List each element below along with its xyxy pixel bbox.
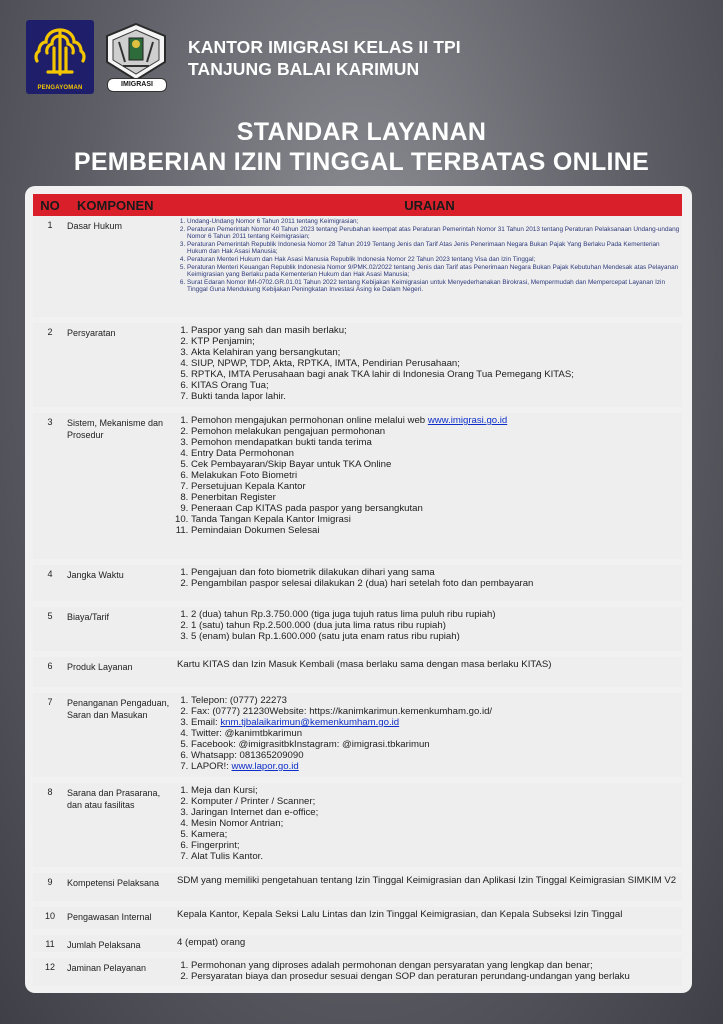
office-name <box>188 36 461 80</box>
list-item: 1. Meja dan Kursi; <box>191 785 680 796</box>
pengayoman-logo <box>26 20 94 94</box>
logo-right-text: IMIGRASI <box>107 78 167 92</box>
table-row <box>33 932 682 955</box>
logo-left-text: PENGAYOMAN <box>37 85 83 91</box>
list-item: 5. Peraturan Menteri Keuangan Republik Indonesia Nomor 9/PMK.02/2022 tentang Jenis dan Tarif atas Penerimaan Negara Bukan Pajak Kebutuhan Mendesak atas Pelayanan Keimigrasian yang Berlaku pada Kementerian Hukum dan Hak Asasi Manusia; <box>187 264 680 279</box>
row-komponen: Dasar Hukum <box>67 216 177 320</box>
table-row <box>33 320 682 410</box>
list-item: 10. Tanda Tangan Kepala Kantor Imigrasi <box>191 514 680 525</box>
list-item: 2. Peraturan Pemerintah Nomor 40 Tahun 2023 tentang Perubahan keempat atas Peraturan Pemerintah Nomor 31 Tahun 2013 tentang Peraturan Pelaksanaan Undang-undang Nomor 6 Tahun 2011 tentang Keimigrasian; <box>187 226 680 241</box>
list-item: 2. Persyaratan biaya dan prosedur sesuai dengan SOP dan peraturan perundang-undangan yang berlaku <box>191 971 680 982</box>
table-row <box>33 410 682 562</box>
row-no: 2 <box>33 320 67 410</box>
list-item: 11. Pemindaian Dokumen Selesai <box>191 525 680 536</box>
list-item: 5. RPTKA, IMTA Perusahaan bagi anak TKA lahir di Indonesia Orang Tua Pemegang KITAS; <box>191 369 680 380</box>
row-komponen: Jaminan Pelayanan <box>67 955 177 989</box>
list-item: 3. Peraturan Pemerintah Republik Indonesia Nomor 28 Tahun 2019 Tentang Jenis dan Tarif Atas Jenis Penerimaan Negara Bukan Pajak Yang Berlaku Pada Kementerian Hukum dan Hak Asasi Manusia; <box>187 241 680 256</box>
imigrasi-website-link[interactable]: www.imigrasi.go.id <box>427 415 508 426</box>
list-item: 5. Kamera; <box>191 829 680 840</box>
row-no: 4 <box>33 562 67 604</box>
table-row <box>33 654 682 690</box>
table-header-row <box>33 194 682 216</box>
row-no: 7 <box>33 690 67 780</box>
twitter-item: 4. Twitter: @kanimtbkarimun <box>191 728 680 739</box>
list-item: 3. Akta Kelahiran yang bersangkutan; <box>191 347 680 358</box>
row-uraian-text: SDM yang memiliki pengetahuan tentang Izin Tinggal Keimigrasian dan Aplikasi Izin Tinggal Keimigrasian SIMKIM V2 <box>177 875 677 886</box>
row-no: 8 <box>33 780 67 870</box>
list-item: 1. Paspor yang sah dan masih berlaku; <box>191 325 680 336</box>
email-label: Email: <box>191 717 221 728</box>
list-item: 5. Cek Pembayaran/Skip Bayar untuk TKA Online <box>191 459 680 470</box>
service-standard-table <box>33 194 682 992</box>
header-komponen: KOMPONEN <box>67 194 177 216</box>
pengayoman-tree-icon <box>32 24 88 80</box>
row-komponen: Persyaratan <box>67 320 177 410</box>
list-item: 7. Persetujuan Kepala Kantor <box>191 481 680 492</box>
header <box>0 0 723 110</box>
row-komponen: Sarana dan Prasarana, dan atau fasilitas <box>67 780 177 870</box>
list-item: 4. Entry Data Permohonan <box>191 448 680 459</box>
table-row <box>33 690 682 780</box>
list-item: 3. Jaringan Internet dan e-office; <box>191 807 680 818</box>
list-item: 1. Undang-Undang Nomor 6 Tahun 2011 tentang Keimigrasian; <box>187 218 680 226</box>
row-uraian <box>177 562 682 604</box>
list-item: 1. Permohonan yang diproses adalah permohonan dengan persyaratan yang lengkap dan benar; <box>191 960 680 971</box>
list-item: 7. Bukti tanda lapor lahir. <box>191 391 680 402</box>
row-uraian <box>177 604 682 654</box>
facebook-instagram-item: 5. Facebook: @imigrasitbkInstagram: @imigrasi.tbkarimun <box>191 739 680 750</box>
procedure-text: Pemohon mengajukan permohonan online melalui web <box>191 415 428 426</box>
row-uraian <box>177 216 682 320</box>
list-item: 3. 5 (enam) bulan Rp.1.600.000 (satu juta enam ratus ribu rupiah) <box>191 631 680 642</box>
row-no: 9 <box>33 870 67 904</box>
row-uraian-text: 4 (empat) orang <box>177 937 246 948</box>
whatsapp-item: 6. Whatsapp: 081365209090 <box>191 750 680 761</box>
list-item: 7. Alat Tulis Kantor. <box>191 851 680 862</box>
row-no: 1 <box>33 216 67 320</box>
list-item: 3. Pemohon mendapatkan bukti tanda terima <box>191 437 680 448</box>
list-item: 2. Pemohon melakukan pengajuan permohonan <box>191 426 680 437</box>
list-item: 8. Penerbitan Register <box>191 492 680 503</box>
row-komponen: Jumlah Pelaksana <box>67 932 177 955</box>
row-uraian-text: Kepala Kantor, Kepala Seksi Lalu Lintas dan Izin Tinggal Keimigrasian, dan Kepala Subseksi Izin Tinggal <box>177 909 623 920</box>
row-uraian <box>177 690 682 780</box>
row-uraian <box>177 410 682 562</box>
list-item: 2. 1 (satu) tahun Rp.2.500.000 (dua juta lima ratus ribu rupiah) <box>191 620 680 631</box>
row-no: 11 <box>33 932 67 955</box>
list-item: 4. Mesin Nomor Antrian; <box>191 818 680 829</box>
table-row <box>33 604 682 654</box>
office-line-2: TANJUNG BALAI KARIMUN <box>188 59 420 79</box>
table-row <box>33 904 682 932</box>
header-no: NO <box>33 194 67 216</box>
table-row <box>33 870 682 904</box>
header-uraian: URAIAN <box>177 194 682 216</box>
office-line-1: KANTOR IMIGRASI KELAS II TPI <box>188 37 461 57</box>
email-link[interactable]: knm.tjbalaikarimun@kemenkumham.go.id <box>220 717 400 728</box>
title-line-1: STANDAR LAYANAN <box>236 118 487 146</box>
table-row <box>33 216 682 320</box>
list-item: 6. Melakukan Foto Biometri <box>191 470 680 481</box>
list-item: 6. Fingerprint; <box>191 840 680 851</box>
row-uraian-text: Kartu KITAS dan Izin Masuk Kembali (masa berlaku sama dengan masa berlaku KITAS) <box>177 659 552 670</box>
list-item: 4. Peraturan Menteri Hukum dan Hak Asasi Manusia Republik Indonesia Nomor 22 Tahun 2023 tentang Visa dan Izin Tinggal; <box>187 256 680 264</box>
email-item <box>191 717 680 728</box>
telepon-item: 1. Telepon: (0777) 22273 <box>191 695 680 706</box>
lapor-label: LAPOR!: <box>191 761 232 772</box>
imigrasi-emblem-icon <box>99 22 173 82</box>
title-line-2: PEMBERIAN IZIN TINGGAL TERBATAS ONLINE <box>73 148 650 176</box>
row-no: 10 <box>33 904 67 932</box>
row-no: 3 <box>33 410 67 562</box>
table-row <box>33 955 682 989</box>
row-komponen: Jangka Waktu <box>67 562 177 604</box>
list-item: 9. Peneraan Cap KITAS pada paspor yang bersangkutan <box>191 503 680 514</box>
lapor-link[interactable]: www.lapor.go.id <box>231 761 299 772</box>
list-item: 6. Surat Edaran Nomor IMI-0702.GR.01.01 Tahun 2022 tentang Kebijakan Keimigrasian untuk Menyederhanakan Birokrasi, Mempermudah dan Mempercepat Layanan Izin Tinggal Guna Mendukung Kebijakan Peningkatan Investasi Asing ke Dalam Negeri. <box>187 279 680 294</box>
list-item: 2. KTP Penjamin; <box>191 336 680 347</box>
list-item: 4. SIUP, NPWP, TDP, Akta, RPTKA, IMTA, Pendirian Perusahaan; <box>191 358 680 369</box>
row-no: 6 <box>33 654 67 690</box>
fax-website-item: 2. Fax: (0777) 21230Website: https://kanimkarimun.kemenkumham.go.id/ <box>191 706 680 717</box>
row-komponen: Pengawasan Internal <box>67 904 177 932</box>
list-item: 6. KITAS Orang Tua; <box>191 380 680 391</box>
list-item: 1. Pengajuan dan foto biometrik dilakukan dihari yang sama <box>191 567 680 578</box>
table-row <box>33 562 682 604</box>
row-komponen: Sistem, Mekanisme dan Prosedur <box>67 410 177 562</box>
table-row <box>33 780 682 870</box>
imigrasi-logo <box>99 22 173 94</box>
row-no: 12 <box>33 955 67 989</box>
row-komponen: Kompetensi Pelaksana <box>67 870 177 904</box>
row-komponen: Produk Layanan <box>67 654 177 690</box>
page-title <box>0 117 723 177</box>
row-komponen: Penanganan Pengaduan, Saran dan Masukan <box>67 690 177 780</box>
row-no: 5 <box>33 604 67 654</box>
lapor-item <box>191 761 680 772</box>
row-uraian <box>177 955 682 989</box>
row-komponen: Biaya/Tarif <box>67 604 177 654</box>
list-item: 1. 2 (dua) tahun Rp.3.750.000 (tiga juga tujuh ratus lima puluh ribu rupiah) <box>191 609 680 620</box>
list-item: 2. Komputer / Printer / Scanner; <box>191 796 680 807</box>
row-uraian <box>177 320 682 410</box>
list-item <box>191 415 680 426</box>
list-item: 2. Pengambilan paspor selesai dilakukan 2 (dua) hari setelah foto dan pembayaran <box>191 578 680 589</box>
row-uraian <box>177 780 682 870</box>
